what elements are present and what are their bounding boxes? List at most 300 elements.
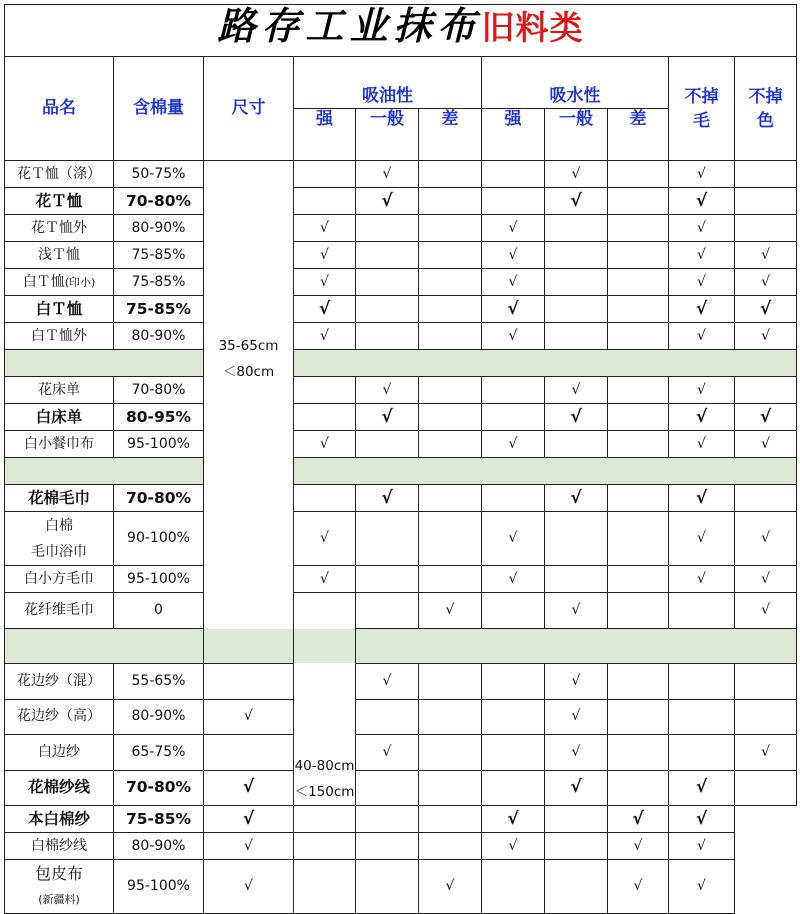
oil-normal-cell xyxy=(356,664,419,700)
check-mark-icon: √ xyxy=(318,298,331,319)
check-mark-icon: √ xyxy=(633,837,643,854)
water-normal-cell xyxy=(545,512,608,566)
no-fade-cell xyxy=(735,566,797,593)
water-poor-cell xyxy=(608,699,669,735)
header-oil-poor: 差 xyxy=(419,109,482,161)
cotton-content: 90-100% xyxy=(114,512,204,566)
oil-poor-cell xyxy=(419,404,482,431)
size-range-cell xyxy=(204,161,294,664)
table-row xyxy=(5,431,797,458)
check-mark-icon: √ xyxy=(382,743,392,760)
check-mark-icon: √ xyxy=(244,878,253,894)
check-mark-icon: √ xyxy=(570,487,582,508)
water-normal-cell xyxy=(545,377,608,404)
water-strong-cell xyxy=(482,735,545,771)
product-name: 白床单 xyxy=(35,407,83,426)
product-name-cell xyxy=(5,296,114,323)
no-lint-cell xyxy=(669,566,735,593)
cotton-content: 80-90% xyxy=(114,833,204,860)
oil-poor-cell xyxy=(419,566,482,593)
cotton-content: 95-100% xyxy=(114,431,204,458)
product-name: 花边纱（高） xyxy=(17,708,101,725)
product-name-note: (新疆料) xyxy=(38,892,80,906)
oil-strong-cell xyxy=(294,296,356,323)
product-name: 白棉纱线 xyxy=(31,837,87,854)
check-mark-icon: √ xyxy=(508,837,518,854)
check-mark-icon: √ xyxy=(761,327,770,344)
water-strong-cell xyxy=(482,770,545,806)
oil-normal-cell xyxy=(294,806,356,833)
water-poor-cell xyxy=(545,833,608,860)
table-row xyxy=(5,833,797,860)
oil-normal-cell xyxy=(356,404,419,431)
check-mark-icon: √ xyxy=(244,837,253,854)
check-mark-icon: √ xyxy=(697,219,706,236)
table-row xyxy=(5,242,797,269)
no-lint-cell xyxy=(669,664,735,700)
check-mark-icon: √ xyxy=(571,708,581,725)
water-strong-cell xyxy=(482,323,545,350)
product-name-note: (印小) xyxy=(64,275,96,289)
product-name-cell xyxy=(5,860,114,914)
no-fade-cell xyxy=(735,699,797,735)
water-strong-cell xyxy=(482,377,545,404)
cotton-content: 70-80% xyxy=(114,188,204,215)
no-lint-cell xyxy=(669,735,735,771)
cotton-content: 80-90% xyxy=(114,699,204,735)
check-mark-icon: √ xyxy=(570,406,582,427)
check-mark-icon: √ xyxy=(697,273,706,290)
cotton-content: 80-95% xyxy=(114,404,204,431)
water-poor-cell xyxy=(545,806,608,833)
check-mark-icon: √ xyxy=(242,777,255,798)
no-fade-cell xyxy=(669,833,735,860)
product-name: 浅Ｔ恤 xyxy=(38,246,80,263)
water-normal-cell xyxy=(545,699,608,735)
no-lint-cell xyxy=(669,242,735,269)
water-normal-cell xyxy=(482,833,545,860)
oil-poor-cell xyxy=(356,806,419,833)
no-lint-cell xyxy=(669,770,735,806)
no-fade-cell xyxy=(735,269,797,296)
oil-normal-cell xyxy=(356,323,419,350)
separator-cell xyxy=(5,458,204,485)
header-water-absorption: 吸水性 xyxy=(482,57,669,109)
check-mark-icon: √ xyxy=(382,381,392,398)
category-title: 旧料类 xyxy=(481,8,584,47)
cotton-content: 0 xyxy=(114,593,204,629)
water-poor-cell xyxy=(608,215,669,242)
check-mark-icon: √ xyxy=(697,530,706,546)
oil-normal-cell xyxy=(356,735,419,771)
water-normal-cell xyxy=(545,215,608,242)
check-mark-icon: √ xyxy=(571,672,581,689)
table-row xyxy=(5,566,797,593)
cotton-content: 70-80% xyxy=(114,770,204,806)
product-name-cell xyxy=(5,512,114,566)
brand-title: 路存工业抹布 xyxy=(217,4,482,48)
cotton-content: 65-75% xyxy=(114,735,204,771)
water-normal-cell xyxy=(545,161,608,188)
product-name-cell xyxy=(5,323,114,350)
water-poor-cell xyxy=(608,770,669,806)
water-strong-cell xyxy=(482,566,545,593)
water-poor-cell xyxy=(608,269,669,296)
check-mark-icon: √ xyxy=(697,381,706,398)
header-no-fade-line2: 色 xyxy=(757,110,775,131)
check-mark-icon: √ xyxy=(507,808,519,829)
check-mark-icon: √ xyxy=(381,406,393,427)
no-fade-cell xyxy=(669,860,735,914)
check-mark-icon: √ xyxy=(761,743,770,760)
check-mark-icon: √ xyxy=(571,165,581,182)
separator-row xyxy=(5,350,797,377)
check-mark-icon: √ xyxy=(697,837,706,854)
check-mark-icon: √ xyxy=(761,530,770,546)
water-poor-cell xyxy=(608,512,669,566)
water-normal-cell xyxy=(545,566,608,593)
water-poor-cell xyxy=(608,242,669,269)
product-name-cell xyxy=(5,566,114,593)
table-row xyxy=(5,860,797,914)
water-normal-cell xyxy=(482,860,545,914)
water-normal-cell xyxy=(545,296,608,323)
cotton-content: 70-80% xyxy=(114,377,204,404)
product-name: 花纤维毛巾 xyxy=(24,601,94,618)
water-poor-cell xyxy=(608,188,669,215)
check-mark-icon: √ xyxy=(382,165,392,182)
size-range: 40-80cm xyxy=(294,758,355,774)
check-mark-icon: √ xyxy=(508,570,518,587)
header-oil-absorption: 吸油性 xyxy=(294,57,482,109)
check-mark-icon: √ xyxy=(571,381,581,398)
no-lint-cell xyxy=(669,161,735,188)
oil-strong-cell xyxy=(204,833,294,860)
oil-poor-cell xyxy=(356,833,419,860)
check-mark-icon: √ xyxy=(633,878,643,894)
check-mark-icon: √ xyxy=(695,487,708,508)
water-normal-cell xyxy=(545,404,608,431)
no-fade-cell xyxy=(735,377,797,404)
oil-strong-cell xyxy=(204,735,294,771)
separator-row xyxy=(5,628,797,664)
no-fade-cell xyxy=(735,323,797,350)
oil-strong-cell xyxy=(294,404,356,431)
oil-strong-cell xyxy=(294,431,356,458)
check-mark-icon: √ xyxy=(697,878,706,894)
product-name: 白小餐巾布 xyxy=(24,435,94,452)
water-strong-cell xyxy=(482,512,545,566)
no-fade-cell xyxy=(735,664,797,700)
check-mark-icon: √ xyxy=(508,327,518,344)
table-row xyxy=(5,404,797,431)
header-name: 品名 xyxy=(5,57,114,161)
water-poor-cell xyxy=(669,593,735,629)
table-row xyxy=(5,806,797,833)
water-poor-cell xyxy=(608,664,669,700)
header-water-strong: 强 xyxy=(482,109,545,161)
oil-poor-cell xyxy=(419,699,482,735)
oil-poor-cell xyxy=(419,485,482,512)
no-lint-cell xyxy=(669,699,735,735)
no-fade-cell xyxy=(735,735,797,771)
check-mark-icon: √ xyxy=(320,530,329,546)
sheet-title xyxy=(5,5,797,57)
water-normal-cell xyxy=(545,770,608,806)
water-normal-cell xyxy=(608,593,669,629)
product-name-cell xyxy=(5,806,114,833)
product-name: 白Ｔ恤 xyxy=(22,273,65,290)
cotton-content: 95-100% xyxy=(114,566,204,593)
oil-normal-cell xyxy=(356,770,419,806)
oil-poor-cell xyxy=(419,296,482,323)
no-fade-cell xyxy=(735,431,797,458)
table-row xyxy=(5,699,797,735)
product-name-cell xyxy=(5,593,114,629)
water-poor-cell xyxy=(608,485,669,512)
oil-strong-cell xyxy=(204,806,294,833)
product-name: 花Ｔ恤 xyxy=(35,191,83,210)
water-strong-cell xyxy=(545,593,608,629)
oil-strong-cell xyxy=(294,242,356,269)
header-no-lint xyxy=(669,57,735,161)
cotton-content: 95-100% xyxy=(114,860,204,914)
oil-normal-cell xyxy=(356,566,419,593)
no-lint-cell xyxy=(669,485,735,512)
check-mark-icon: √ xyxy=(695,406,708,427)
product-name: 白边纱 xyxy=(38,743,80,760)
oil-strong-cell xyxy=(294,188,356,215)
no-lint-cell xyxy=(669,512,735,566)
cotton-content: 70-80% xyxy=(114,485,204,512)
check-mark-icon: √ xyxy=(382,672,392,689)
water-poor-cell xyxy=(608,431,669,458)
oil-normal-cell xyxy=(419,593,482,629)
table-row xyxy=(5,664,797,700)
check-mark-icon: √ xyxy=(695,190,708,211)
check-mark-icon: √ xyxy=(761,570,770,587)
water-poor-cell xyxy=(608,296,669,323)
separator-cell xyxy=(5,628,797,664)
cotton-content: 75-85% xyxy=(114,296,204,323)
separator-cell xyxy=(5,350,204,377)
water-strong-cell xyxy=(482,404,545,431)
oil-poor-cell xyxy=(482,593,545,629)
no-lint-cell xyxy=(669,188,735,215)
product-name-cell xyxy=(5,269,114,296)
oil-strong-cell xyxy=(294,566,356,593)
material-table xyxy=(4,4,797,914)
water-normal-cell xyxy=(545,188,608,215)
water-strong-cell xyxy=(482,485,545,512)
check-mark-icon: √ xyxy=(697,435,706,452)
water-normal-cell xyxy=(545,664,608,700)
product-name-cell xyxy=(5,664,114,700)
no-fade-cell xyxy=(735,485,797,512)
oil-normal-cell xyxy=(356,215,419,242)
check-mark-icon: √ xyxy=(242,808,255,829)
table-row xyxy=(5,512,797,566)
header-no-fade-line1: 不掉 xyxy=(748,86,783,107)
oil-strong-cell xyxy=(356,593,419,629)
no-fade-cell xyxy=(669,806,735,833)
oil-normal-cell xyxy=(356,188,419,215)
check-mark-icon: √ xyxy=(761,246,770,263)
oil-poor-cell xyxy=(419,242,482,269)
check-mark-icon: √ xyxy=(695,777,708,798)
oil-strong-cell xyxy=(294,215,356,242)
product-name: 本白棉纱 xyxy=(27,809,90,828)
product-name: 花棉纱线 xyxy=(27,778,90,797)
check-mark-icon: √ xyxy=(759,406,772,427)
oil-poor-cell xyxy=(419,512,482,566)
no-fade-cell xyxy=(735,404,797,431)
check-mark-icon: √ xyxy=(570,190,582,211)
oil-normal-cell xyxy=(356,161,419,188)
check-mark-icon: √ xyxy=(320,570,329,587)
check-mark-icon: √ xyxy=(571,601,581,618)
no-lint-cell xyxy=(608,806,669,833)
table-row xyxy=(5,735,797,771)
product-name-cell xyxy=(5,699,114,735)
water-strong-cell xyxy=(419,860,482,914)
product-name-line2: 毛巾浴巾 xyxy=(31,543,87,560)
cotton-content: 50-75% xyxy=(114,161,204,188)
water-poor-cell xyxy=(608,161,669,188)
check-mark-icon: √ xyxy=(508,530,518,546)
table-row xyxy=(5,296,797,323)
no-lint-cell xyxy=(669,269,735,296)
check-mark-icon: √ xyxy=(697,570,706,587)
water-strong-cell xyxy=(482,188,545,215)
header-no-lint-line1: 不掉 xyxy=(684,86,719,107)
product-name: 花边纱（混） xyxy=(17,672,101,689)
water-normal-cell xyxy=(545,269,608,296)
no-lint-cell xyxy=(669,431,735,458)
no-fade-cell xyxy=(735,770,797,806)
oil-strong-cell xyxy=(204,664,294,700)
check-mark-icon: √ xyxy=(381,487,393,508)
no-fade-cell xyxy=(735,242,797,269)
water-poor-cell xyxy=(608,404,669,431)
cotton-content: 55-65% xyxy=(114,664,204,700)
oil-normal-cell xyxy=(356,242,419,269)
no-fade-cell xyxy=(735,512,797,566)
water-poor-cell xyxy=(608,323,669,350)
no-lint-cell xyxy=(669,377,735,404)
no-fade-cell xyxy=(735,161,797,188)
water-strong-cell xyxy=(419,833,482,860)
cotton-content: 75-85% xyxy=(114,806,204,833)
check-mark-icon: √ xyxy=(695,808,708,829)
water-normal-cell xyxy=(545,323,608,350)
check-mark-icon: √ xyxy=(508,219,518,236)
oil-poor-cell xyxy=(419,377,482,404)
oil-strong-cell xyxy=(294,485,356,512)
check-mark-icon: √ xyxy=(697,246,706,263)
product-name: 花Ｔ恤（涤） xyxy=(17,165,101,182)
table-row xyxy=(5,269,797,296)
no-lint-cell xyxy=(669,323,735,350)
product-name-cell xyxy=(5,377,114,404)
check-mark-icon: √ xyxy=(320,327,329,344)
check-mark-icon: √ xyxy=(445,601,455,618)
product-name-cell xyxy=(5,833,114,860)
header-oil-normal: 一般 xyxy=(356,109,419,161)
oil-normal-cell xyxy=(356,377,419,404)
water-strong-cell xyxy=(482,215,545,242)
product-name-cell xyxy=(5,735,114,771)
check-mark-icon: √ xyxy=(570,777,582,798)
table-row xyxy=(5,215,797,242)
size-range-cell xyxy=(294,593,356,806)
water-strong-cell xyxy=(482,699,545,735)
check-mark-icon: √ xyxy=(244,708,253,725)
oil-normal-cell xyxy=(356,699,419,735)
product-name: 花床单 xyxy=(38,381,80,398)
size-limit: ＜150cm xyxy=(294,784,355,800)
product-name-cell xyxy=(5,161,114,188)
size-range: 35-65cm xyxy=(218,338,279,354)
oil-poor-cell xyxy=(419,431,482,458)
check-mark-icon: √ xyxy=(320,219,329,236)
size-limit: ＜80cm xyxy=(222,364,275,380)
oil-poor-cell xyxy=(419,770,482,806)
oil-normal-cell xyxy=(294,833,356,860)
oil-poor-cell xyxy=(419,161,482,188)
table-row xyxy=(5,377,797,404)
oil-strong-cell xyxy=(204,770,294,806)
check-mark-icon: √ xyxy=(508,273,518,290)
check-mark-icon: √ xyxy=(381,190,393,211)
check-mark-icon: √ xyxy=(508,246,518,263)
product-name-cell xyxy=(5,431,114,458)
header-no-fade xyxy=(735,57,797,161)
check-mark-icon: √ xyxy=(761,435,770,452)
water-normal-cell xyxy=(545,735,608,771)
product-name-cell xyxy=(5,188,114,215)
oil-normal-cell xyxy=(356,296,419,323)
cotton-content: 80-90% xyxy=(114,215,204,242)
water-normal-cell xyxy=(545,242,608,269)
price-sheet xyxy=(4,4,796,906)
check-mark-icon: √ xyxy=(320,435,329,452)
water-poor-cell xyxy=(608,566,669,593)
water-strong-cell xyxy=(482,431,545,458)
oil-strong-cell xyxy=(204,860,294,914)
check-mark-icon: √ xyxy=(761,273,770,290)
product-name-cell xyxy=(5,242,114,269)
water-strong-cell xyxy=(482,296,545,323)
oil-strong-cell xyxy=(294,377,356,404)
oil-strong-cell xyxy=(204,699,294,735)
separator-cell xyxy=(294,350,797,377)
water-strong-cell xyxy=(482,161,545,188)
check-mark-icon: √ xyxy=(320,273,329,290)
check-mark-icon: √ xyxy=(571,743,581,760)
oil-poor-cell xyxy=(419,664,482,700)
no-fade-cell xyxy=(735,296,797,323)
header-water-poor: 差 xyxy=(608,109,669,161)
header-no-lint-line2: 毛 xyxy=(693,110,710,131)
oil-strong-cell xyxy=(294,512,356,566)
water-strong-cell xyxy=(419,806,482,833)
table-row xyxy=(5,593,797,629)
water-normal-cell xyxy=(545,485,608,512)
product-name: 白Ｔ恤 xyxy=(35,299,83,318)
check-mark-icon: √ xyxy=(697,165,706,182)
table-row xyxy=(5,485,797,512)
